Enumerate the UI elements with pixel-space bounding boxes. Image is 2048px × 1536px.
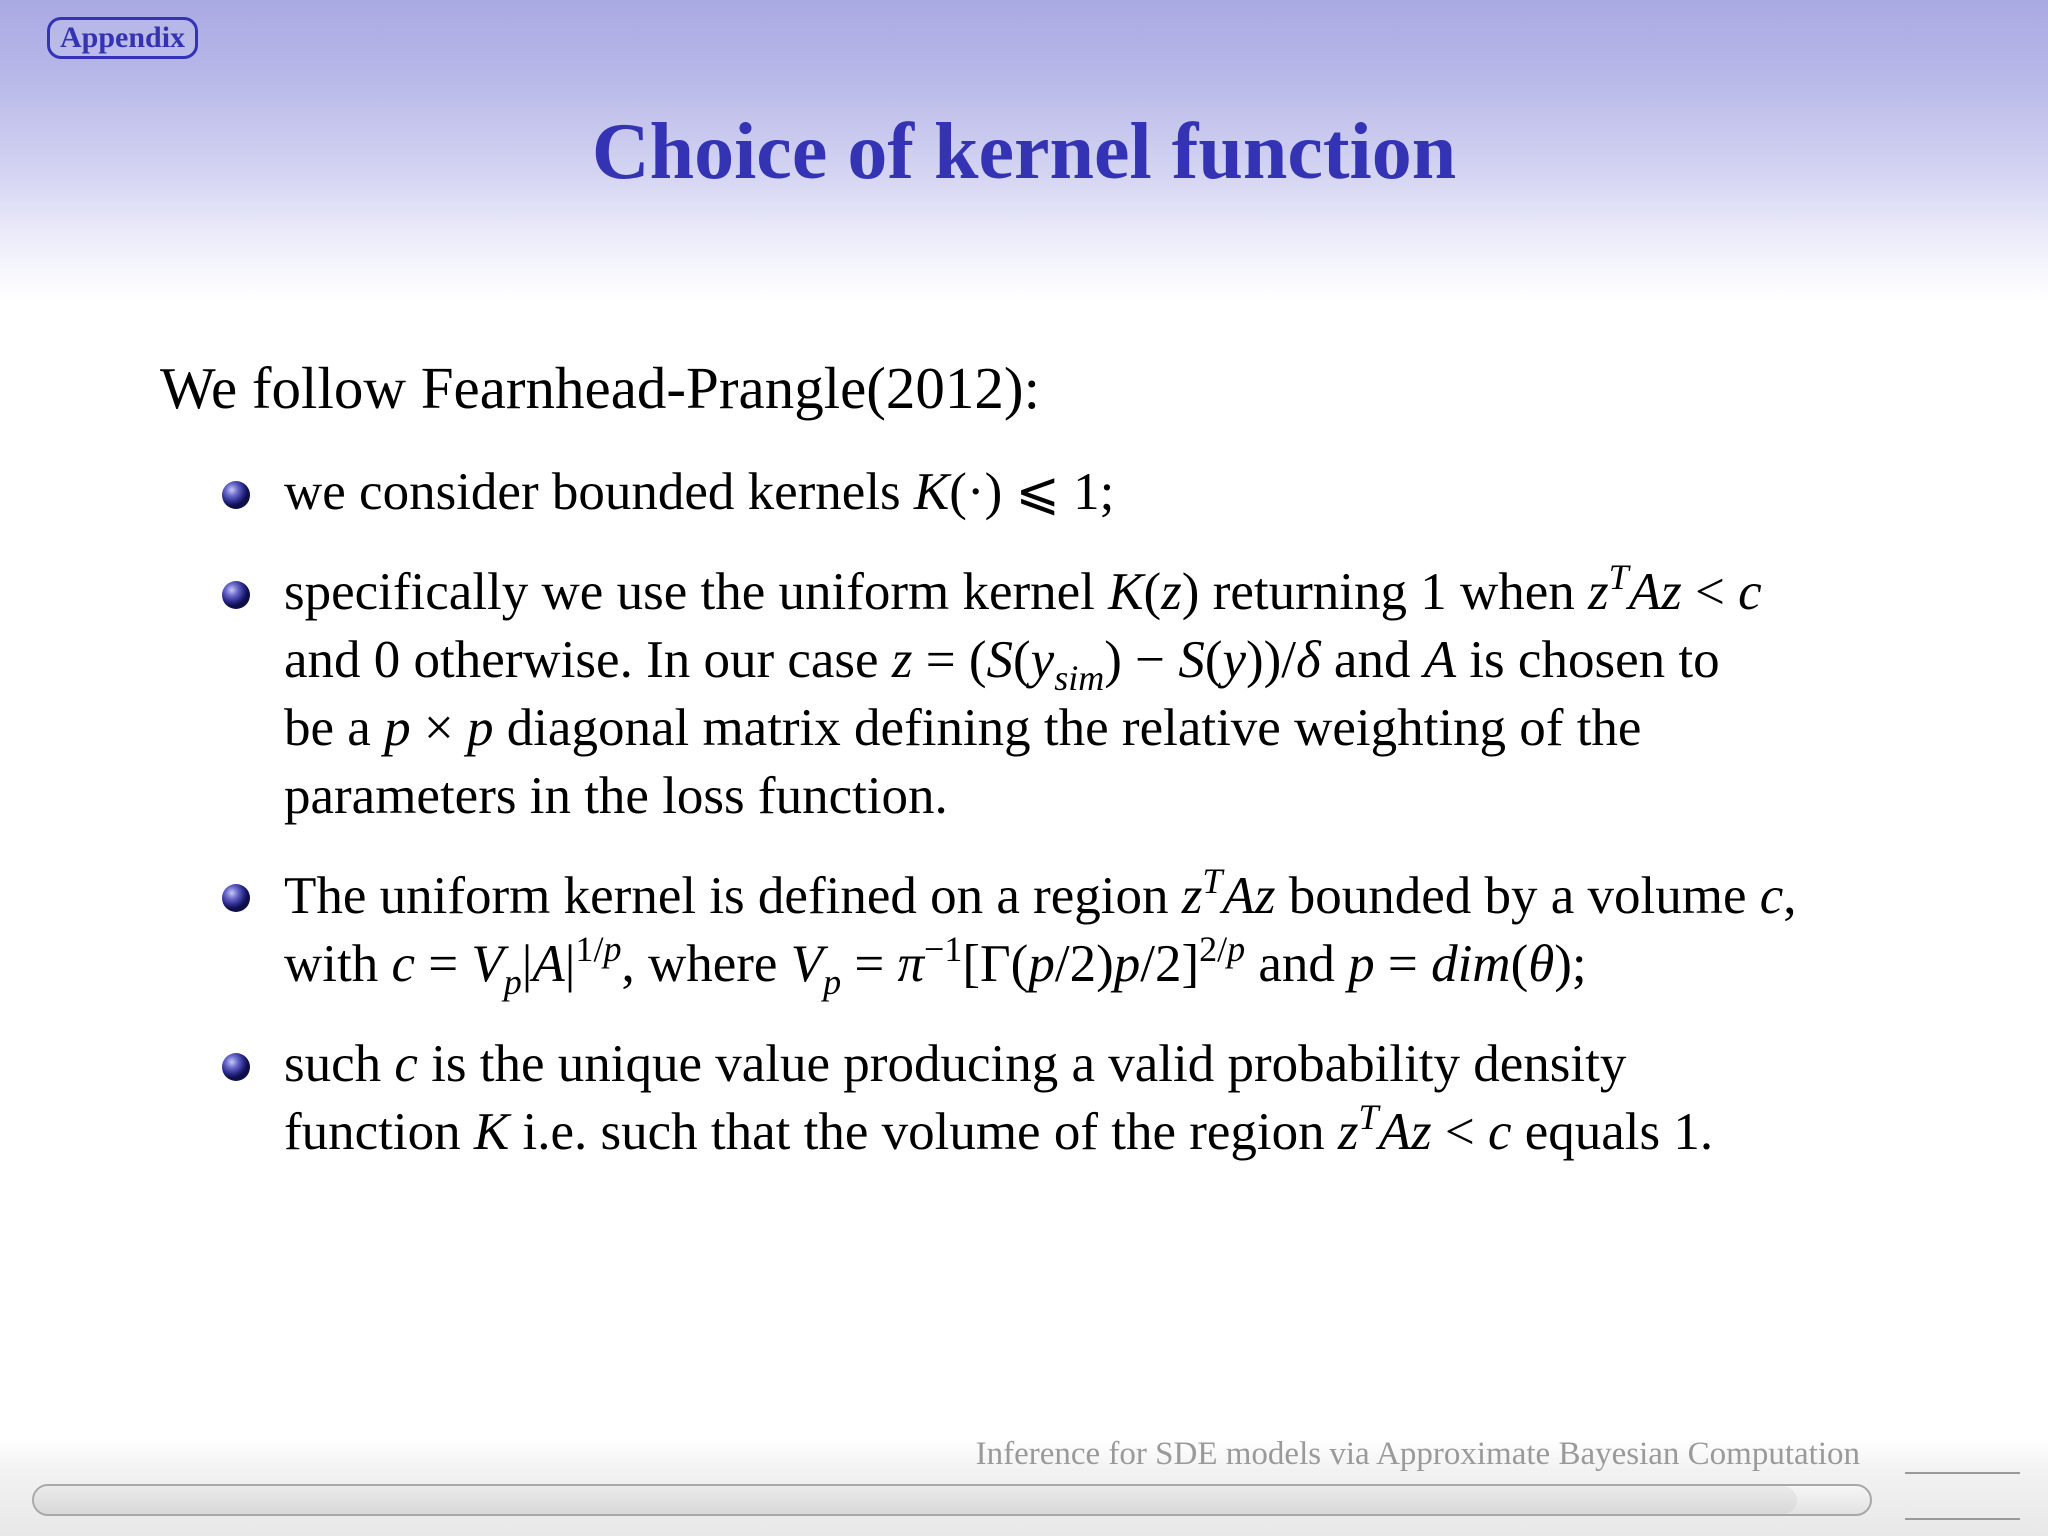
bullet-line: be a p × p diagonal matrix defining the relative weighting of the — [284, 699, 1642, 757]
bullet-dot — [222, 481, 250, 509]
bullet-item — [284, 458, 1114, 526]
bullet-item — [284, 558, 1762, 830]
bullet-item — [284, 860, 1797, 1003]
footer-presentation-title: Inference for SDE models via Approximate Bayesian Computation — [975, 1436, 1860, 1472]
bullet-line: and 0 otherwise. In our case $z = (S(y_{sim}) - S(y))/\delta$ and A is chosen to — [284, 631, 1720, 699]
bullet-line: function K i.e. such that the volume of the region $z^TAz < c$ equals 1. — [284, 1096, 1714, 1161]
bullet-line: parameters in the loss function. — [284, 767, 948, 825]
bullet-line: with $c = V_p|A|^{1/p}$, where $V_p = \pi^{-1}[\Gamma(p/2)p/2]^{2/p}$ and p = dim(θ); — [284, 928, 1587, 1003]
bullet-line: The uniform kernel is defined on a region $z^TAz$ bounded by a volume c, — [284, 860, 1797, 925]
slide-progress-bar[interactable] — [32, 1484, 1872, 1516]
bullet-line: specifically we use the uniform kernel K(z) returning 1 when $z^TAz < c$ — [284, 556, 1762, 621]
bullet-item — [284, 1030, 1713, 1166]
bullet-dot — [222, 581, 250, 609]
slide-title: Choice of kernel function — [591, 108, 1457, 196]
page-indicator[interactable] — [1905, 1472, 2020, 1520]
section-tag-appendix[interactable] — [47, 17, 198, 59]
intro-text: We follow Fearnhead-Prangle(2012): — [160, 355, 1040, 421]
section-tag-label: Appendix — [60, 21, 186, 54]
bullet-line: we consider bounded kernels K(·) ⩽ 1; — [284, 463, 1115, 521]
bullet-dot — [222, 884, 250, 912]
bullet-line: such c is the unique value producing a valid probability density — [284, 1035, 1627, 1093]
slide-progress-fill — [34, 1486, 1797, 1514]
bullet-dot — [222, 1053, 250, 1081]
